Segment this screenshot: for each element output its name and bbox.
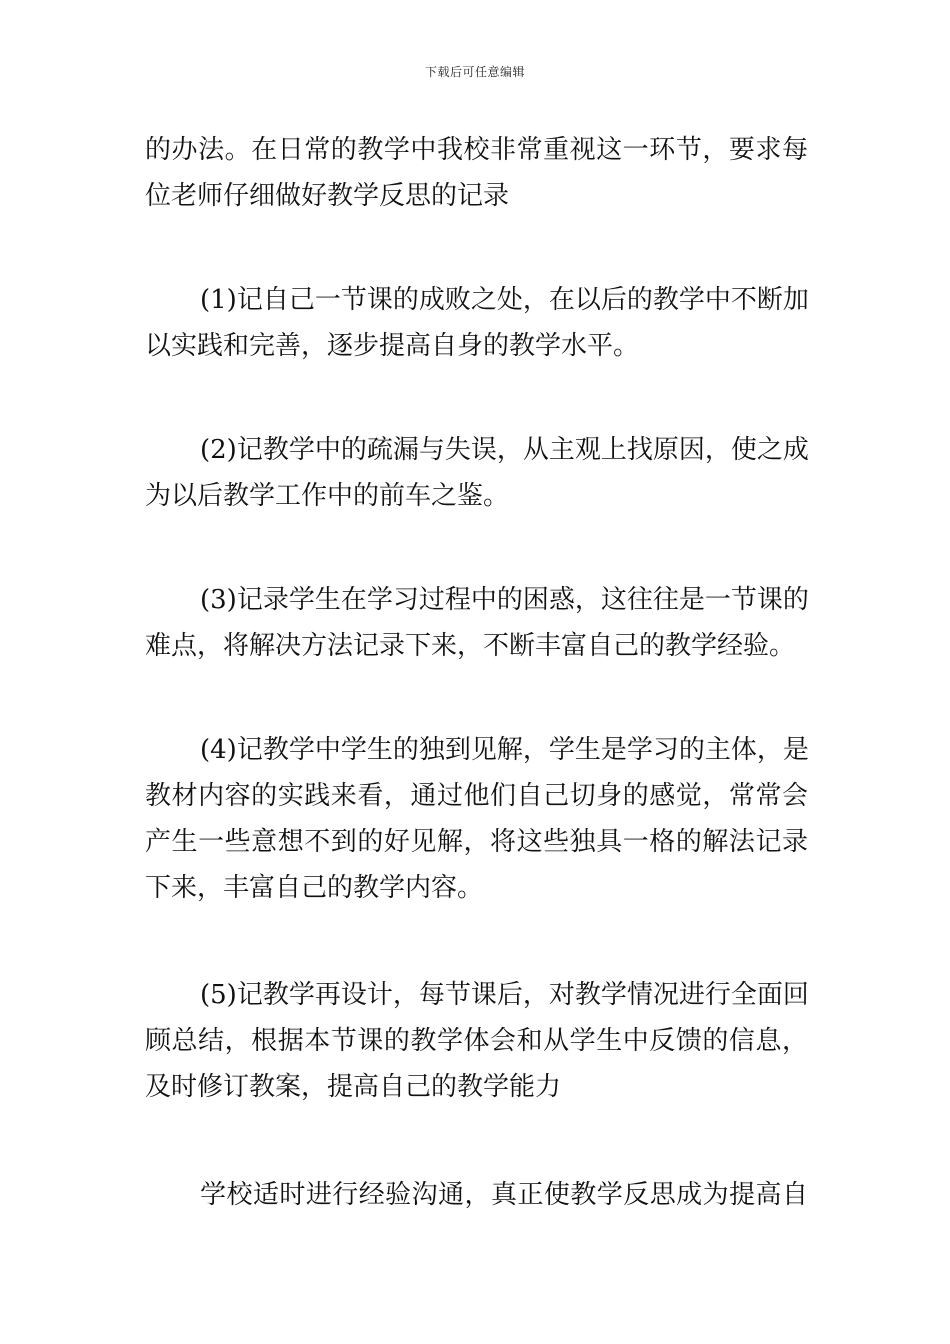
paragraph-item-2: [145, 427, 808, 519]
text-line: (4)记教学中学生的独到见解，学生是学习的主体，是: [200, 735, 809, 765]
text-line: 位老师仔细做好教学反思的记录: [145, 181, 510, 211]
page-header: 下载后可任意编辑: [424, 65, 525, 79]
text-line: 的办法。在日常的教学中我校非常重视这一环节，要求每: [145, 135, 808, 165]
text-line: 学校适时进行经验沟通，真正使教学反思成为提高自: [200, 1180, 808, 1210]
text-line: 为以后教学工作中的前车之鉴。: [145, 481, 510, 511]
paragraph-item-1: [145, 277, 808, 369]
text-line: 难点，将解决方法记录下来，不断丰富自己的教学经验。: [145, 631, 796, 661]
text-line: 顾总结，根据本节课的教学体会和从学生中反馈的信息，: [145, 1026, 808, 1056]
text-line: 产生一些意想不到的好见解，将这些独具一格的解法记录: [145, 827, 808, 857]
text-line: (2)记教学中的疏漏与失误，从主观上找原因，使之成: [200, 435, 809, 465]
text-line: (5)记教学再设计，每节课后，对教学情况进行全面回: [200, 980, 809, 1010]
paragraph-closing: [145, 1172, 808, 1218]
text-line: 教材内容的实践来看，通过他们自己切身的感觉，常常会: [145, 781, 808, 811]
text-line: (3)记录学生在学习过程中的困惑，这往往是一节课的: [200, 585, 809, 615]
text-line: 及时修订教案，提高自己的教学能力: [145, 1072, 562, 1102]
text-line: 以实践和完善，逐步提高自身的教学水平。: [145, 331, 640, 361]
text-line: 下来，丰富自己的教学内容。: [145, 873, 484, 903]
paragraph-continuation: [145, 127, 808, 219]
paragraph-item-5: [145, 972, 808, 1110]
paragraph-item-4: [145, 727, 808, 911]
text-line: (1)记自己一节课的成败之处，在以后的教学中不断加: [200, 285, 809, 315]
paragraph-item-3: [145, 577, 808, 669]
